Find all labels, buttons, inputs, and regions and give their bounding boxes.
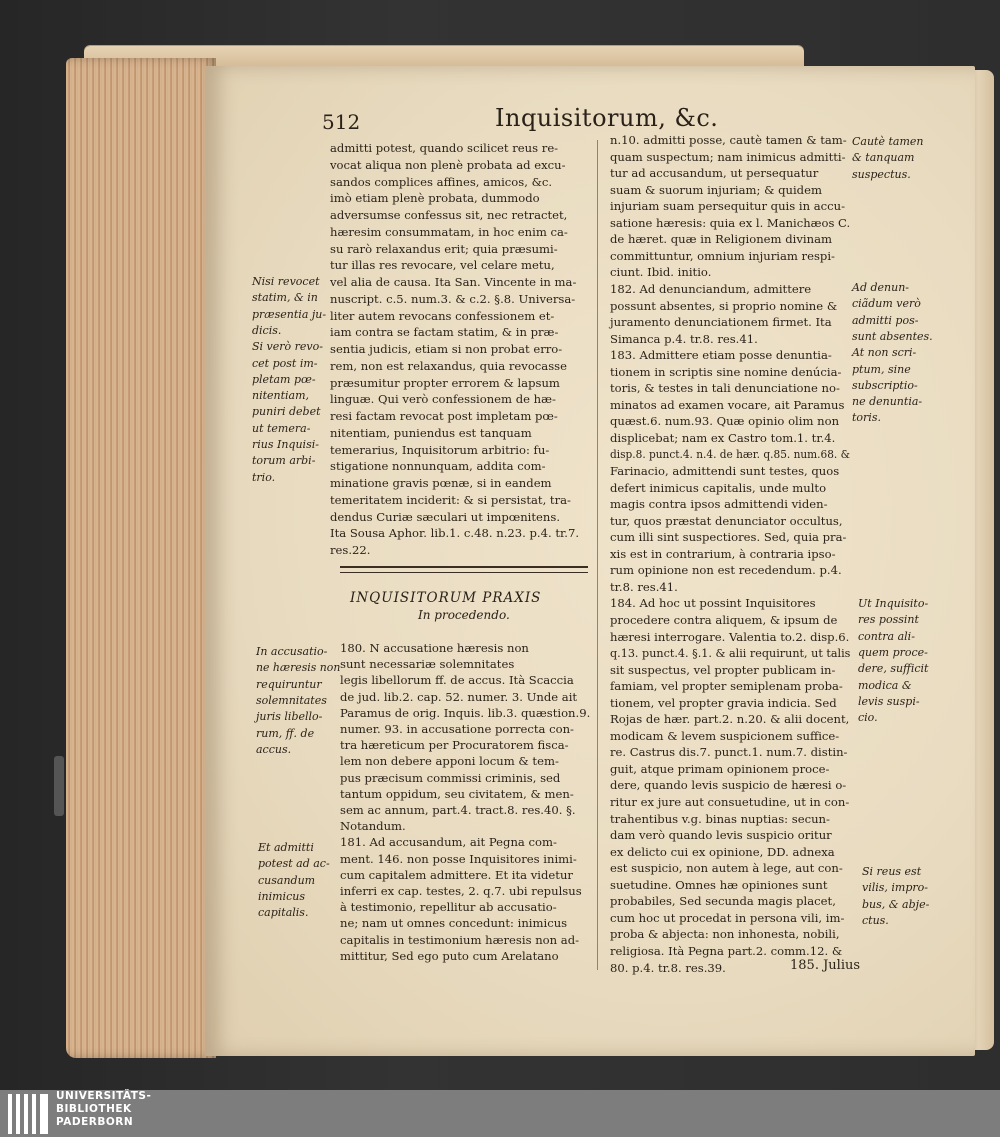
text-line: tur illas res revocare, vel celare metu, (330, 258, 555, 273)
text-line: modica & (858, 678, 912, 692)
text-line: 183. Admittere etiam posse denuntia- (610, 348, 832, 363)
text-line: cusandum (258, 873, 316, 887)
text-line: re. Castrus dis.7. punct.1. num.7. distin- (610, 745, 848, 760)
library-logo-icon (8, 1094, 50, 1134)
text-line: tionem in scriptis sine nomine denúcia- (610, 364, 842, 379)
text-line: mittitur, Sed ego puto cum Arelatano (340, 948, 559, 963)
text-line: probabiles, Sed secunda magis placet, (610, 894, 836, 909)
text-line: Et admitti (258, 841, 314, 854)
text-line: lem non debere apponi locum & tem- (340, 754, 559, 769)
text-line: ex delicto cui ex opinione, DD. adnexa (610, 844, 835, 859)
library-name-line2: BIBLIOTHEK (56, 1103, 132, 1115)
text-line: Si reus est (862, 865, 922, 878)
text-line: contra ali- (858, 629, 915, 643)
text-line: quam suspectum; nam inimicus admitti- (610, 149, 846, 164)
text-line: guit, atque primam opinionem proce- (610, 761, 830, 776)
text-line: famiam, vel propter semiplenam proba- (610, 679, 843, 694)
text-line: sunt absentes. (852, 329, 933, 343)
text-line: res possint (858, 613, 919, 627)
text-line: præsumitur propter errorem & lapsum (330, 375, 560, 390)
text-line: 184. Ad hoc ut possint Inquisitores (610, 596, 816, 611)
text-line: nitentiam, (252, 389, 310, 403)
text-line: suetudine. Omnes hæ opiniones sunt (610, 877, 828, 892)
text-line: toris. (852, 411, 881, 425)
text-line: adversumse confessus sit, nec retractet, (330, 208, 568, 222)
text-line: tur, quos præstat denunciator occultus, (610, 513, 843, 528)
text-line: imò etiam plenè probata, dummodo (330, 191, 540, 206)
text-line: nuscript. c.5. num.3. & c.2. §.8. Universa- (330, 291, 576, 306)
text-line: subscriptio- (852, 378, 918, 392)
text-line: Ita Sousa Aphor. lib.1. c.48. n.23. p.4. tr.7. (330, 526, 580, 541)
text-line: Simanca p.4. tr.8. res.41. (610, 331, 758, 346)
text-line: ne; nam ut omnes concedunt: inimicus (340, 916, 568, 931)
catchword: 185. Julius (790, 958, 861, 973)
text-line: Rojas de hær. part.2. n.20. & alii docent, (610, 712, 850, 727)
text-line: Ad denun- (852, 281, 910, 294)
text-line: puniri debet (252, 405, 321, 419)
text-line: rum, ff. de (256, 726, 315, 740)
text-line: admitti pos- (852, 313, 919, 327)
text-line: proba & abjecta: non inhonesta, nobili, (610, 927, 840, 942)
text-line: religiosa. Ità Pegna part.2. comm.12. & (610, 943, 843, 958)
text-line: vel alia de causa. Ita San. Vincente in ma- (330, 275, 577, 289)
text-line: quem proce- (858, 645, 928, 659)
text-line: disp.8. punct.4. n.4. de hær. q.85. num.68. & (610, 447, 851, 462)
text-line: 181. Ad accusandum, ait Pegna com- (340, 835, 557, 850)
text-line: liter autem revocans confessionem et- (330, 308, 555, 323)
text-line: capitalis in testimonium hæresis non ad- (340, 932, 580, 947)
text-line: xis est in contrarium, à contraria ipso- (610, 546, 836, 561)
text-line: dere, quando levis suspicio de hæresi o- (610, 778, 847, 793)
text-line: Si verò revo- (252, 340, 323, 354)
text-line: levis suspi- (858, 694, 920, 708)
printed-page (205, 66, 975, 1056)
text-line: defert inimicus capitalis, unde multo (610, 480, 827, 495)
text-line: magis contra ipsos admittendi viden- (610, 497, 828, 512)
text-line: Notandum. (340, 819, 406, 834)
text-line: procedere contra aliquem, & ipsum de (610, 612, 838, 627)
text-line: inimicus (258, 889, 305, 903)
text-line: juris libello- (256, 710, 323, 724)
text-line: ctus. (862, 913, 889, 927)
text-line: tantum oppidum, seu civitatem, & men- (340, 786, 574, 801)
book-page-stack (66, 58, 216, 1058)
text-line: & tanquam (852, 151, 915, 165)
text-line: trio. (252, 470, 276, 484)
text-line: requiruntur (256, 677, 322, 691)
text-line: tur ad accusandum, ut persequatur (610, 166, 819, 181)
text-line: ut temera- (252, 421, 311, 435)
text-line: quæst.6. num.93. Quæ opinio olim non (610, 414, 840, 429)
text-line: res.22. (330, 543, 371, 557)
text-line: Cautè tamen (852, 135, 924, 148)
text-line: committuntur, omnium injuriam respi- (610, 248, 835, 263)
text-line: linguæ. Qui verò confessionem de hæ- (330, 392, 556, 407)
text-line: Farinacio, admittendi sunt testes, quos (610, 464, 840, 478)
text-line: dere, sufficit (858, 662, 929, 676)
text-line: possunt absentes, si proprio nomine & (610, 298, 838, 313)
text-line: torum arbi- (252, 454, 316, 468)
text-line: sem ac annum, part.4. tract.8. res.40. §. (340, 803, 576, 817)
text-line: satione hæresis: quia ex l. Manichæos C. (610, 215, 851, 230)
text-line: Paramus de orig. Inquis. lib.3. quæstion.9. (340, 705, 591, 720)
text-line: resi factam revocat post impletam pœ- (330, 409, 558, 423)
text-line: stigatione nonnunquam, addita com- (330, 459, 546, 474)
text-line: ne hæresis non (256, 661, 341, 675)
text-line: sandos complices affines, amicos, &c. (330, 174, 553, 189)
text-line: minatos ad examen vocare, ait Paramus (610, 397, 845, 412)
text-line: juramento denunciationem firmet. Ita (610, 315, 832, 330)
text-line: Ut Inquisito- (858, 597, 929, 610)
text-line: de jud. lib.2. cap. 52. numer. 3. Unde ait (340, 689, 578, 704)
text-line: iam contra se factam statim, & in præ- (330, 325, 559, 340)
text-line: dam verò quando levis suspicio oritur (610, 828, 832, 843)
text-line: accus. (256, 742, 292, 756)
text-line: potest ad ac- (258, 857, 330, 871)
text-line: suam & suorum injuriam; & quidem (610, 182, 822, 197)
text-line: sunt necessariæ solemnitates (340, 657, 515, 672)
section-rule (340, 566, 588, 573)
page-number: 512 (322, 110, 361, 134)
text-line: à testimonio, repellitur ab accusatio- (340, 900, 557, 915)
text-line: minatione gravis pœnæ, si in eandem (330, 476, 552, 490)
running-head: Inquisitorum, &c. (495, 104, 719, 132)
text-line: cum illi sint suspectiores. Sed, quia pra- (610, 530, 847, 545)
text-line: n.10. admitti posse, cautè tamen & tam- (610, 133, 847, 147)
text-line: toris, & testes in tali denunciatione no- (610, 381, 840, 396)
text-line: rius Inquisi- (252, 438, 319, 451)
text-line: ciãdum verò (852, 297, 921, 311)
text-line: In accusatio- (256, 645, 328, 658)
text-line: pletam pœ- (252, 372, 316, 386)
text-line: tionem, vel propter gravia indicia. Sed (610, 695, 837, 710)
text-line: hæresi interrogare. Valentia to.2. disp.6. (610, 629, 850, 644)
text-line: temeritatem inciderit: & si persistat, tra- (330, 492, 571, 507)
text-line: hæresim consummatam, in hoc enim ca- (330, 224, 568, 239)
library-name-line3: PADERBORN (56, 1116, 134, 1128)
text-line: ptum, sine (852, 362, 911, 376)
section-subtitle: In procedendo. (418, 608, 510, 622)
text-line: Nisi revocet (252, 275, 320, 288)
text-line: displicebat; nam ex Castro tom.1. tr.4. (610, 430, 836, 445)
text-line: dendus Curiæ sæculari ut impœnitens. (330, 509, 561, 524)
binding-clip (54, 756, 64, 816)
text-line: numer. 93. in accusatione porrecta con- (340, 722, 574, 736)
text-line: præsentia ju- (252, 307, 327, 321)
text-line: bus, & abje- (862, 897, 930, 911)
text-line: At non scri- (852, 346, 917, 360)
text-line: cum capitalem admittere. Et ita videtur (340, 867, 573, 882)
text-line: modicam & levem suspicionem suffice- (610, 728, 840, 743)
text-line: solemnitates (256, 693, 327, 707)
text-line: cio. (858, 711, 878, 725)
text-line: statim, & in (252, 291, 318, 305)
text-line: su rarò relaxandus erit; quia præsumi- (330, 241, 558, 256)
text-line: injuriam suam persequitur quis in accu- (610, 199, 846, 214)
text-line: tr.8. res.41. (610, 579, 678, 594)
text-line: sit suspectus, vel propter publicam in- (610, 662, 836, 677)
text-line: pus præcisum commissi criminis, sed (340, 770, 561, 785)
text-line: temerarius, Inquisitorum arbitrio: fu- (330, 442, 550, 457)
text-line: 180. N accusatione hæresis non (340, 641, 529, 655)
text-line: cet post im- (252, 356, 318, 370)
column-divider (597, 140, 598, 970)
text-line: admitti potest, quando scilicet reus re- (330, 141, 559, 155)
library-name-line1: UNIVERSITÄTS- (56, 1090, 152, 1102)
text-line: ne denuntia- (852, 395, 923, 409)
text-line: nitentiam, puniendus est tanquam (330, 425, 532, 440)
text-line: dicis. (252, 323, 282, 337)
text-line: ment. 146. non posse Inquisitores inimi- (340, 851, 577, 866)
text-line: 80. p.4. tr.8. res.39. (610, 960, 726, 975)
text-line: q.13. punct.4. §.1. & alii requirunt, ut talis (610, 646, 851, 661)
text-line: capitalis. (258, 906, 309, 920)
section-title: INQUISITORUM PRAXIS (350, 590, 542, 606)
text-line: suspectus. (852, 167, 911, 181)
text-line: ciunt. Ibid. initio. (610, 265, 712, 280)
text-line: tra hæreticum per Procuratorem fisca- (340, 738, 569, 753)
text-line: cum hoc ut procedat in persona vili, im- (610, 910, 845, 925)
text-line: de hæret. quæ in Religionem divinam (610, 232, 832, 247)
text-line: rum opinione non est recedendum. p.4. (610, 563, 842, 578)
text-line: trahentibus v.g. binas nuptias: secun- (610, 811, 830, 826)
text-line: legis libellorum ff. de accus. Ità Scaccia (340, 673, 574, 688)
text-line: est suspicio, non autem à lege, aut con- (610, 861, 843, 876)
text-line: rem, non est relaxandus, quia revocasse (330, 358, 567, 373)
text-line: ritur ex jure aut consuetudine, ut in con- (610, 795, 850, 809)
text-line: sentia judicis, etiam si non probat erro- (330, 342, 563, 356)
text-line: inferri ex cap. testes, 2. q.7. ubi repulsus (340, 884, 582, 898)
text-line: 182. Ad denunciandum, admittere (610, 281, 812, 296)
text-line: vilis, impro- (862, 881, 928, 895)
text-line: vocat aliqua non plenè probata ad excu- (330, 157, 566, 172)
